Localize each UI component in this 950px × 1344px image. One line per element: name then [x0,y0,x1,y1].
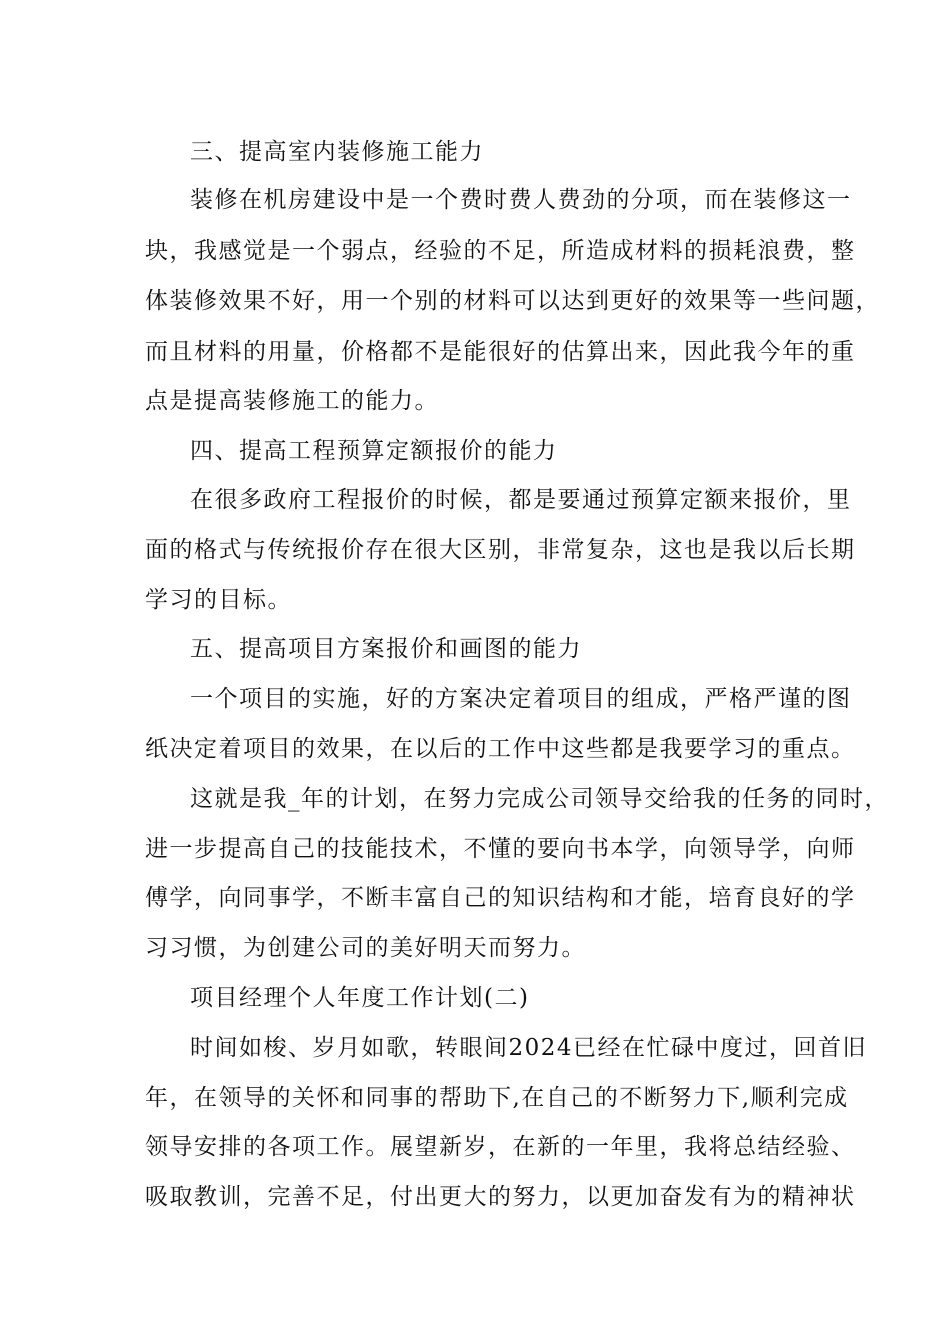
paragraph-line: 在很多政府工程报价的时候，都是要通过预算定额来报价，里 [190,487,852,513]
paragraph-line: 领导安排的各项工作。展望新岁，在新的一年里，我将总结经验、 [145,1134,856,1160]
paragraph-line: 傅学，向同事学，不断丰富自己的知识结构和才能，培育良好的学 [145,885,856,911]
paragraph-line: 体装修效果不好，用一个别的材料可以达到更好的效果等一些问题， [145,288,880,314]
paragraph-line: 时间如梭、岁月如歌，转眼间2024已经在忙碌中度过，回首旧 [190,1035,868,1061]
paragraph-line: 进一步提高自己的技能技术，不懂的要向书本学，向领导学，向师 [145,836,856,862]
heading-section-4: 四、提高工程预算定额报价的能力 [190,438,558,464]
paragraph-line: 装修在机房建设中是一个费时费人费劲的分项，而在装修这一 [190,187,852,213]
paragraph-line: 年，在领导的关怀和同事的帮助下,在自己的不断努力下,顺利完成 [145,1085,849,1111]
paragraph-line: 点是提高装修施工的能力。 [145,388,439,414]
heading-section-5: 五、提高项目方案报价和画图的能力 [190,636,582,662]
document-subtitle: 项目经理个人年度工作计划(二) [190,985,530,1011]
paragraph-line: 吸取教训，完善不足，付出更大的努力，以更加奋发有为的精神状 [145,1184,856,1210]
heading-section-3: 三、提高室内装修施工能力 [190,139,484,165]
paragraph-line: 这就是我_年的计划，在努力完成公司领导交给我的任务的同时， [190,786,889,812]
paragraph-line: 块，我感觉是一个弱点，经验的不足，所造成材料的损耗浪费，整 [145,238,856,264]
paragraph-line: 学习的目标。 [145,587,292,613]
paragraph-line: 习习惯，为创建公司的美好明天而努力。 [145,935,586,961]
paragraph-line: 一个项目的实施，好的方案决定着项目的组成，严格严谨的图 [190,686,852,712]
paragraph-line: 面的格式与传统报价存在很大区别，非常复杂，这也是我以后长期 [145,537,856,563]
paragraph-line: 纸决定着项目的效果，在以后的工作中这些都是我要学习的重点。 [145,736,856,762]
paragraph-line: 而且材料的用量，价格都不是能很好的估算出来，因此我今年的重 [145,339,856,365]
